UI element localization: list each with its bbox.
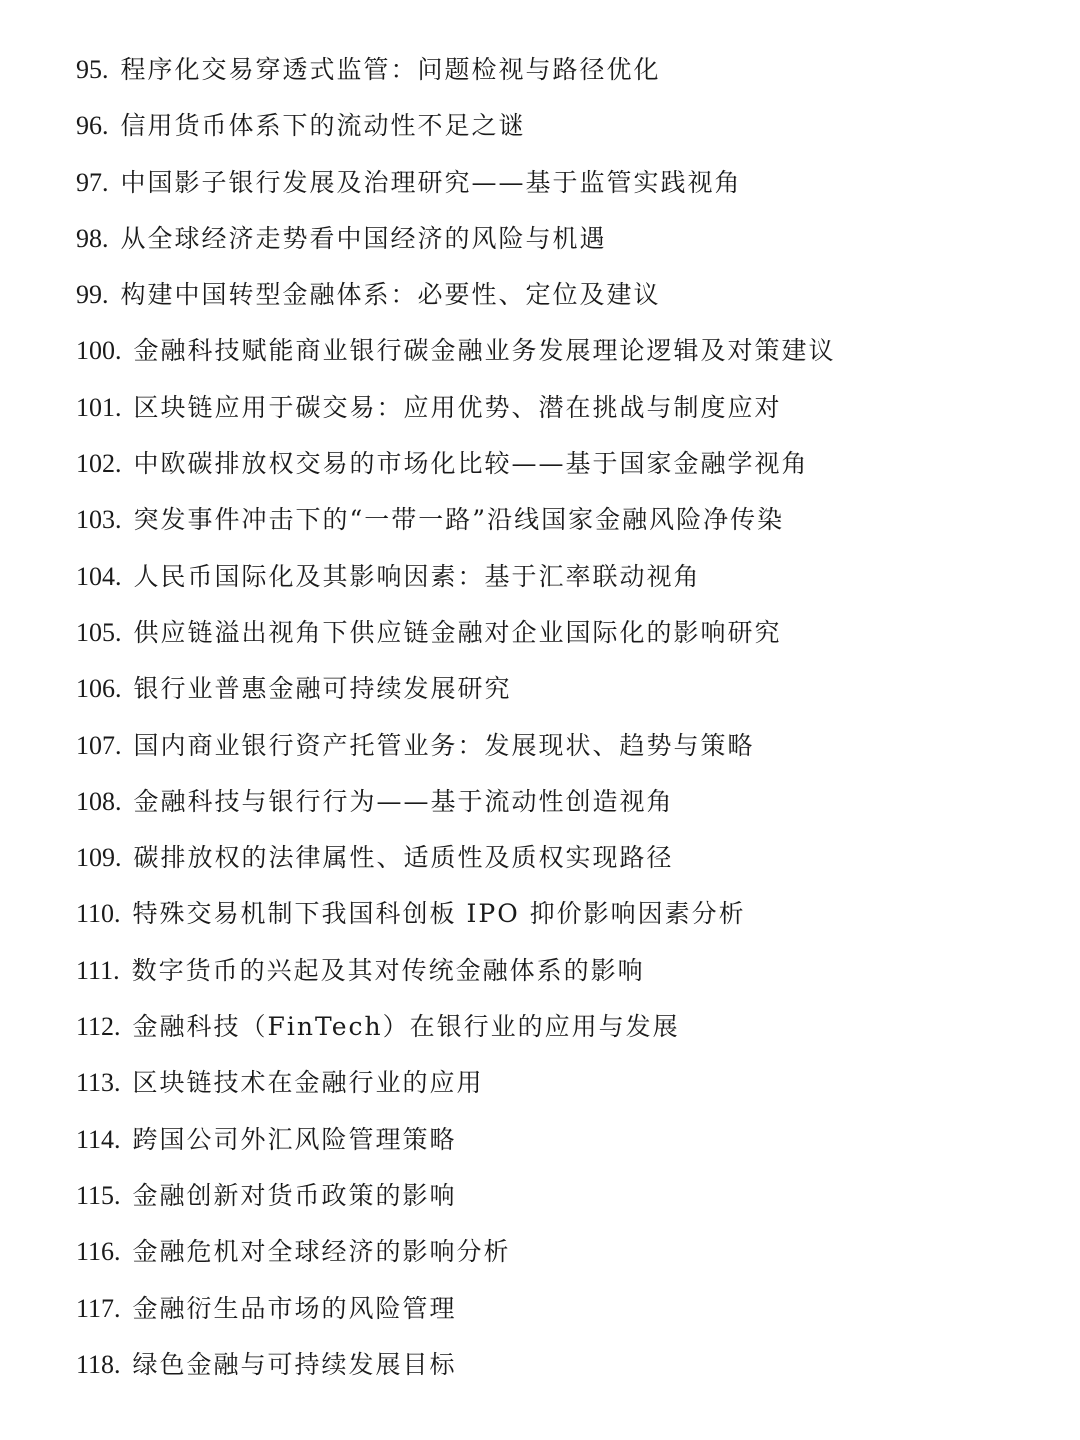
list-item [76,661,836,717]
item-number: 104. [76,561,122,591]
item-title: 金融危机对全球经济的影响分析 [132,1237,511,1267]
item-title: 区块链应用于碳交易：应用优势、潜在挑战与制度应对 [133,392,782,422]
item-number: 116. [76,1237,121,1267]
item-number: 109. [76,843,122,873]
list-item [76,380,836,436]
item-title: 金融科技赋能商业银行碳金融业务发展理论逻辑及对策建议 [133,336,836,366]
list-item [76,830,836,886]
item-title: 程序化交易穿透式监管：问题检视与路径优化 [120,55,661,84]
item-title: 金融衍生品市场的风险管理 [132,1293,457,1323]
item-title: 人民币国际化及其影响因素：基于汇率联动视角 [133,561,701,591]
item-number: 96. [76,111,109,141]
item-title: 碳排放权的法律属性、适质性及质权实现路径 [133,843,674,873]
item-title: 区块链技术在金融行业的应用 [132,1068,484,1098]
item-title: 跨国公司外汇风险管理策略 [132,1124,457,1154]
item-number: 106. [76,674,122,704]
list-item [76,1224,836,1280]
item-number: 105. [76,617,122,647]
item-number: 98. [76,223,109,253]
item-number: 108. [76,786,122,816]
item-title: 银行业普惠金融可持续发展研究 [133,674,512,704]
item-number: 118. [76,1349,121,1379]
item-number: 95. [76,55,109,84]
item-title: 金融科技（FinTech）在银行业的应用与发展 [132,1012,680,1042]
item-number: 113. [76,1068,121,1098]
list-item [76,211,836,267]
item-title: 国内商业银行资产托管业务：发展现状、趋势与策略 [133,730,755,760]
item-title: 供应链溢出视角下供应链金融对企业国际化的影响研究 [133,617,782,647]
list-item [76,1281,836,1337]
item-number: 97. [76,167,109,197]
list-item [76,605,836,661]
item-title: 突发事件冲击下的“一带一路”沿线国家金融风险净传染 [133,505,785,535]
list-item [76,323,836,379]
list-item [76,886,836,942]
item-number: 112. [76,1012,121,1042]
list-item [76,436,836,492]
item-number: 111. [76,955,120,985]
item-title: 构建中国转型金融体系：必要性、定位及建议 [120,280,661,310]
item-title: 中国影子银行发展及治理研究——基于监管实践视角 [120,167,742,197]
item-number: 115. [76,1180,121,1210]
item-number: 99. [76,280,109,310]
item-number: 114. [76,1124,121,1154]
list-item [76,267,836,323]
list-item [76,1112,836,1168]
item-number: 107. [76,730,122,760]
item-number: 103. [76,505,122,535]
list-item [76,774,836,830]
item-title: 金融创新对货币政策的影响 [132,1180,457,1210]
list-item [76,718,836,774]
item-title: 信用货币体系下的流动性不足之谜 [120,111,526,141]
list-item [76,155,836,211]
item-title: 特殊交易机制下我国科创板 IPO 抑价影响因素分析 [132,899,746,929]
item-number: 110. [76,899,121,929]
item-title: 从全球经济走势看中国经济的风险与机遇 [120,223,607,253]
list-item [76,999,836,1055]
list-item [76,1337,836,1393]
topic-list [76,42,836,1393]
list-item [76,1055,836,1111]
item-number: 102. [76,449,122,479]
list-item [76,42,836,98]
list-item [76,1168,836,1224]
item-title: 绿色金融与可持续发展目标 [132,1349,457,1379]
list-item [76,549,836,605]
item-title: 数字货币的兴起及其对传统金融体系的影响 [131,955,645,985]
list-item [76,492,836,548]
item-number: 100. [76,336,122,366]
item-title: 中欧碳排放权交易的市场化比较——基于国家金融学视角 [133,449,809,479]
list-item [76,943,836,999]
list-item [76,98,836,154]
item-number: 101. [76,392,122,422]
item-number: 117. [76,1293,121,1323]
item-title: 金融科技与银行行为——基于流动性创造视角 [133,786,674,816]
